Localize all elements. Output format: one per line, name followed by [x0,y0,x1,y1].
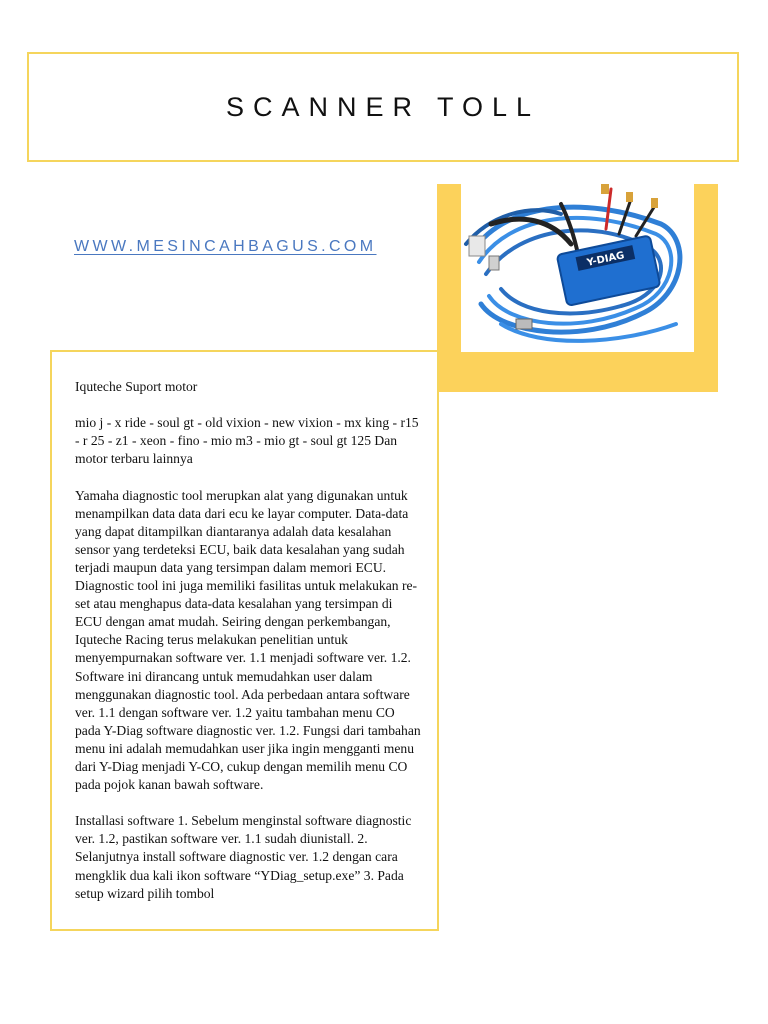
tool-description: Yamaha diagnostic tool merupkan alat yang digunakan untuk menampilkan data data dari ecu ke layar computer. Data-data yang dapat ditampilkan diantaranya adalah data kesalahan sensor yang terdeteksi ECU, baik data kesalahan yang sudah terjadi maupun data yang tersimpan dalam memori ECU. Diagnostic tool ini juga memiliki fasilitas untuk melakukan re-set atau menghapus data-data kesalahan yang tersimpan di ECU dengan amat mudah. Seiring dengan perkembangan, Iquteche Racing terus melakukan penelitian untuk menyempurnakan software ver. 1.1 menjadi software ver. 1.2. Software ini dirancang untuk memudahkan user dalam menggunakan diagnostic tool. Ada perbedaan antara software ver. 1.1 dengan software ver. 1.2 yaitu tambahan menu CO pada Y-Diag software diagnostic ver. 1.2. Fungsi dari tambahan menu ini adalah memudahkan user jika ingin mengganti menu dari Y-Diag menjadi Y-CO, cukup dengan memilih menu CO pada pojok kanan bawah software. [75,487,421,793]
supported-models: mio j - x ride - soul gt - old vixion - new vixion - mx king - r15 - r 25 - z1 - xeon - fino - mio m3 - mio gt - soul gt 125 Dan motor terbaru lainnya [75,415,419,467]
product-photo-panel [437,184,718,392]
scanner-device-illustration [461,184,694,352]
page-title: SCANNER TOLL [225,91,541,122]
title-banner [27,52,739,162]
website-link[interactable]: WWW.MESINCAHBAGUS.COM [74,238,377,255]
supported-heading: Iquteche Suport motor [75,379,198,394]
description-text [75,378,423,921]
device-label: Y-DIAG [586,250,626,269]
product-photo [461,184,694,352]
installation-steps: Installasi software 1. Sebelum menginstal software diagnostic ver. 1.2, pastikan software ver. 1.1 sudah diunistall. 2. Selanjutnya install software diagnostic ver. 1.2 dengan cara mengklik dua kali ikon software “YDiag_setup.exe” 3. Pada setup wizard pilih tombol [75,813,412,901]
description-box [50,350,439,931]
